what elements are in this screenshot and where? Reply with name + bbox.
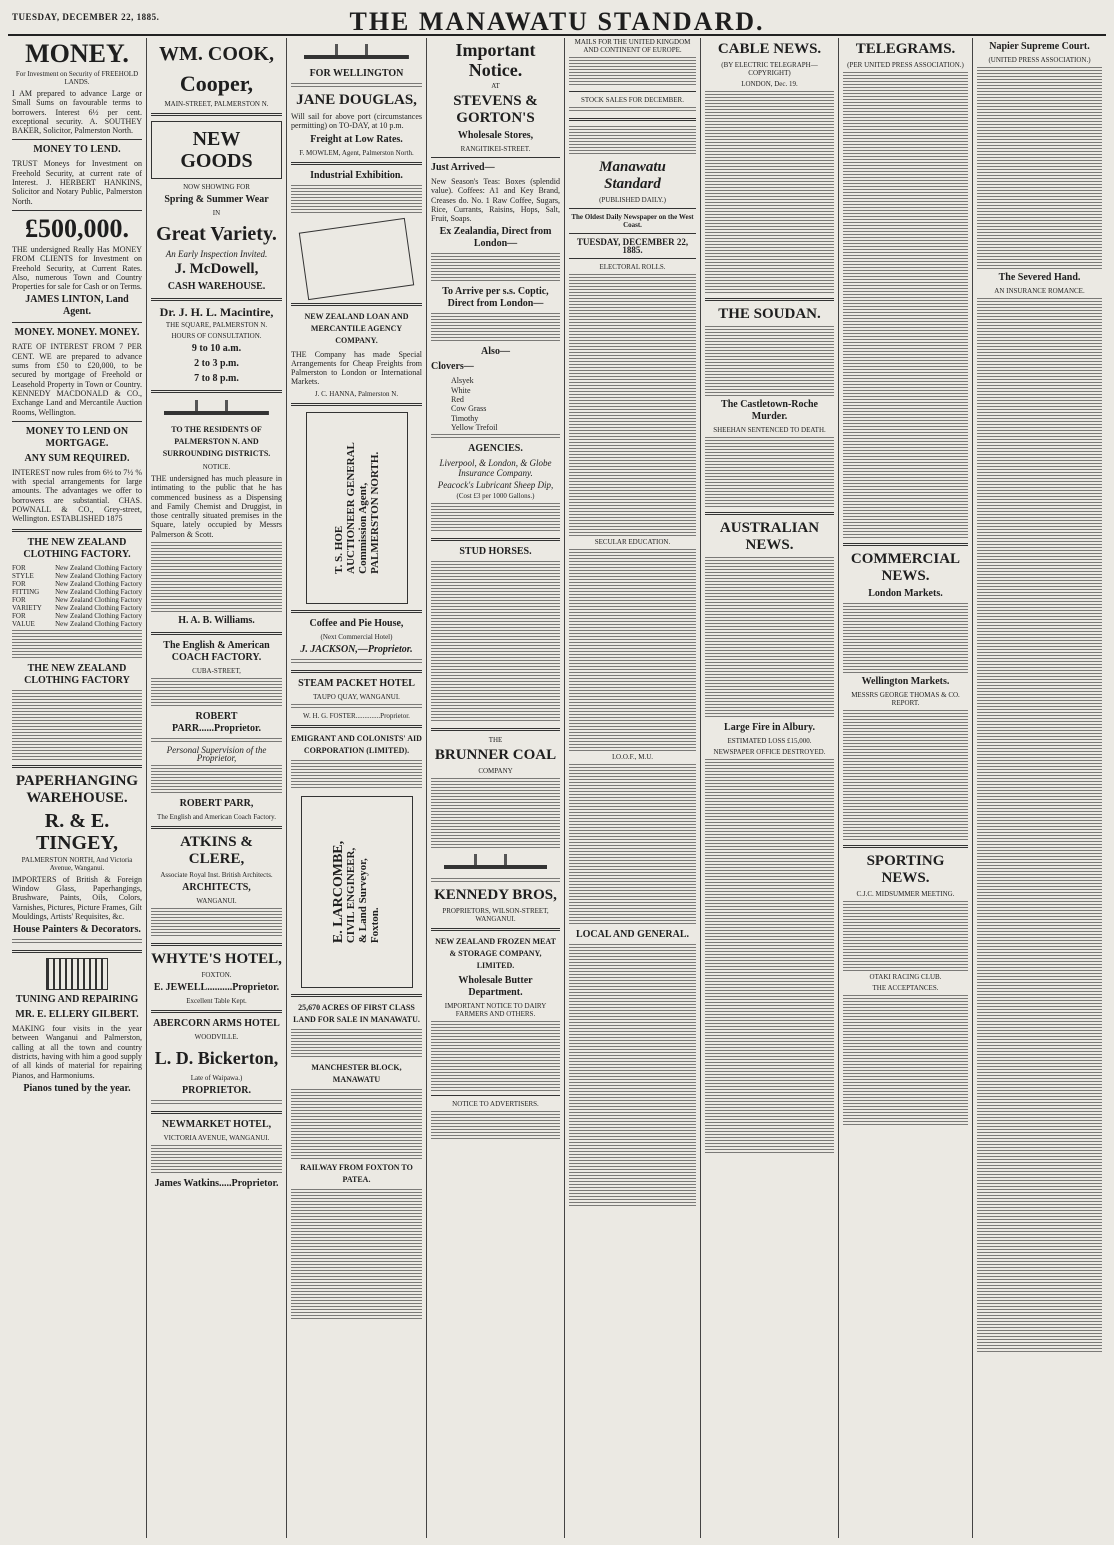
stevens-gorton: STEVENS & GORTON'S xyxy=(453,93,538,126)
taupo-quay: TAUPO QUAY, WANGANUI. xyxy=(313,692,400,701)
zealandia: Ex Zealandia, Direct from London— xyxy=(439,226,552,250)
atkins-sub: Associate Royal Inst. British Architects. xyxy=(160,871,273,880)
commercial-news: COMMERCIAL NEWS. xyxy=(850,551,961,584)
money-to-lend-heading: MONEY TO LEND. xyxy=(33,144,121,156)
tingey-text: IMPORTERS of British & Foreign Window Glass, Paperhangings, Brushware, Paints, Oils, Colors, Varnishes, Pictures, Picture Frames, Gilt Mouldings, Artists' Requisites, &c. xyxy=(12,874,142,921)
spring-heading: Spring & Summer Wear xyxy=(164,194,269,205)
decorators-heading: House Painters & Decorators. xyxy=(13,924,141,936)
pianos-tuned: Pianos tuned by the year. xyxy=(23,1082,131,1094)
coach-street: CUBA-STREET, xyxy=(192,667,241,676)
castletown: The Castletown-Roche Murder. xyxy=(721,399,818,422)
sporting-news: SPORTING NEWS. xyxy=(866,853,945,886)
list-item: FITTING New Zealand Clothing Factory xyxy=(12,587,142,596)
cook-address: MAIN-STREET, PALMERSTON N. xyxy=(164,100,269,108)
otaki-club: OTAKI RACING CLUB. xyxy=(869,973,942,981)
acres-heading: 25,670 ACRES OF FIRST CLASS LAND FOR SALE IN MANAWATU. xyxy=(293,1002,420,1024)
doctor-address: THE SQUARE, PALMERSTON N. xyxy=(165,321,268,329)
advertisers-notice: NOTICE TO ADVERTISERS. xyxy=(452,1100,539,1109)
jewell-proprietor: E. JEWELL..........Proprietor. xyxy=(153,982,280,994)
also-label: Also— xyxy=(481,346,510,358)
tingey-heading: R. & E. TINGEY, xyxy=(35,809,119,854)
brunner-coal: BRUNNER COAL xyxy=(434,747,557,764)
brunner-the: THE xyxy=(488,736,503,745)
newspaper-title: THE MANAWATU STANDARD. xyxy=(349,7,765,36)
issue-date: TUESDAY, DECEMBER 22, 1885. xyxy=(12,12,160,22)
nzloan-heading: NEW ZEALAND LOAN AND MERCANTILE AGENCY COMPANY. xyxy=(304,311,409,345)
list-item: Cow Grass xyxy=(451,404,487,414)
kennedy-sub: PROPRIETORS, WILSON-STREET, WANGANUI. xyxy=(442,907,549,924)
list-item: Timothy xyxy=(451,413,479,423)
railway-heading: RAILWAY FROM FOXTON TO PATEA. xyxy=(300,1162,413,1184)
parr-sub: The English and American Coach Factory. xyxy=(157,813,276,822)
clients-text: THE undersigned Really Has MONEY FROM CLIENTS for Investment on Freehold Security, at Current Rates. Also, numerous Town and Country Properties for sale for Cash or on Terms. xyxy=(12,244,142,292)
stamp-illustration-icon xyxy=(299,217,414,299)
paper-date: TUESDAY, DECEMBER 22, 1885. xyxy=(576,237,689,255)
money-money-heading: MONEY. MONEY. MONEY. xyxy=(14,327,140,339)
column-8 xyxy=(972,38,1106,1538)
agencies: AGENCIES. xyxy=(468,443,523,455)
gilbert-text: MAKING four visits in the year between Wanganui and Palmerston, calling at all the town and country districts, having with him a good supply of all kinds of material for repairing Pianos, and Harmoniums. xyxy=(12,1024,142,1080)
butter-department: Wholesale Butter Department. xyxy=(458,975,533,999)
estimated-loss: ESTIMATED LOSS £15,000. xyxy=(727,737,812,745)
money-to-lend-text: TRUST Moneys for Investment on Freehold Security, at current rate of Interest. J. HERBERT HANKINS, Solicitor and Notary Public, Palmerston North. xyxy=(12,159,142,206)
atkins-heading: ATKINS & CLERE, xyxy=(180,834,253,868)
exhibition-heading: Industrial Exhibition. xyxy=(310,169,403,181)
williams-signature: H. A. B. Williams. xyxy=(178,615,255,627)
electoral-rolls: ELECTORAL ROLLS. xyxy=(599,263,666,271)
money-heading: MONEY. xyxy=(25,39,129,68)
freight-heading: Freight at Low Rates. xyxy=(310,133,403,145)
brunner-company: COMPANY xyxy=(478,767,513,776)
jackson-proprietor: J. JACKSON,—Proprietor. xyxy=(300,643,413,655)
watkins-proprietor: James Watkins.....Proprietor. xyxy=(154,1178,279,1190)
important-notice: Important Notice. xyxy=(455,40,536,80)
severed-hand: The Severed Hand. xyxy=(998,272,1081,283)
notice-text: THE undersigned has much pleasure in intimating to the public that he has commenced business as a Dispensing and Family Chemist and Druggist, in those centrally situated premises in the Square, lately occupied by Messrs Palmerson & Scott. xyxy=(151,474,282,539)
clothing-list xyxy=(12,564,142,628)
any-sum-text: INTEREST now rules from 6½ to 7½ % with special arrangements for large amounts. The advantages we offer to borrowers are substantial. CHAS. POWNALL & CO., Grey-street, Wellington. ESTABLISHED 1875 xyxy=(12,467,142,524)
australian-news: AUSTRALIAN NEWS. xyxy=(719,520,820,553)
ship-illustration-icon xyxy=(164,398,269,420)
telegrams-by: (PER UNITED PRESS ASSOCIATION.) xyxy=(847,61,964,69)
money-text: I AM prepared to advance Large or Small Sums on favourable terms to borrowers. Interest 6½ per cent. exceptional security. A. SOUTHEY BAKER, Solicitor, Palmerston North. xyxy=(12,89,142,136)
abercorn-heading: ABERCORN ARMS HOTEL xyxy=(153,1018,280,1030)
bickerton: L. D. Bickerton, xyxy=(154,1048,279,1069)
hours-3: 7 to 8 p.m. xyxy=(194,373,239,384)
kennedy-bros: KENNEDY BROS, xyxy=(434,887,557,904)
waipawa: Late of Waipawa.) xyxy=(190,1074,243,1083)
list-item: Red xyxy=(451,395,464,405)
secular-education: SECULAR EDUCATION. xyxy=(594,538,671,546)
inspection: An Early Inspection Invited. xyxy=(165,249,268,259)
iof-heading: I.O.O.F., M.U. xyxy=(611,753,654,761)
soudan: THE SOUDAN. xyxy=(718,306,821,322)
steam-packet: STEAM PACKET HOTEL xyxy=(298,677,415,689)
woodville: WOODVILLE. xyxy=(194,1033,239,1042)
wholesale-stores: Wholesale Stores, xyxy=(457,130,534,141)
coffee-heading: Coffee and Pie House, xyxy=(309,617,404,629)
local-general: LOCAL AND GENERAL. xyxy=(575,929,690,940)
list-item: FOR New Zealand Clothing Factory xyxy=(12,579,142,588)
list-item: Yellow Trefoil xyxy=(451,422,498,432)
thomas-report: MESSRS GEORGE THOMAS & CO. REPORT. xyxy=(851,691,960,707)
cook-heading: WM. COOK, xyxy=(159,43,274,65)
coach-heading: The English & American COACH FACTORY. xyxy=(163,640,270,664)
steamship-icon xyxy=(304,42,409,64)
arrived-text: New Season's Teas: Boxes (splendid value). Coffees: A1 and Key Brand, Creases do. No. 1 Raw Coffee, Sugars, Rice, Currants, Raisins, Hops, Salt, Fruit, Soaps. xyxy=(431,177,560,224)
money-subheading: For Investment on Security of FREEHOLD LANDS. xyxy=(15,70,139,86)
column-7 xyxy=(838,38,972,1538)
hours-2: 2 to 3 p.m. xyxy=(194,358,239,369)
hours-heading: HOURS OF CONSULTATION. xyxy=(171,332,262,340)
larcombe-advertisement: E. LARCOMBE, CIVIL ENGINEER, & Land Surveyor, Foxton. xyxy=(301,796,413,988)
notice-label: NOTICE. xyxy=(202,463,231,471)
list-item: Alsyek xyxy=(451,376,474,386)
columns xyxy=(8,38,1106,1538)
whytes-hotel: WHYTE'S HOTEL, xyxy=(151,951,282,968)
wellington-markets: Wellington Markets. xyxy=(861,676,950,687)
oldest-daily: The Oldest Daily Newspaper on the West Coast. xyxy=(571,213,694,229)
clothing-heading: THE NEW ZEALAND CLOTHING FACTORY. xyxy=(23,536,131,560)
masthead xyxy=(8,4,1106,36)
victoria-avenue: VICTORIA AVENUE, WANGANUI. xyxy=(163,1134,270,1143)
wellington-heading: FOR WELLINGTON xyxy=(309,68,404,79)
clovers-label: Clovers— xyxy=(431,361,474,373)
cable-news: CABLE NEWS. xyxy=(717,41,822,57)
list-item: FOR New Zealand Clothing Factory xyxy=(12,563,142,572)
rangitikei-street: RANGITIKEI-STREET. xyxy=(460,145,531,153)
acceptances: THE ACCEPTANCES. xyxy=(872,984,939,992)
commercial-note: (Next Commercial Hotel) xyxy=(320,632,393,641)
cable-by: (BY ELECTRIC TELEGRAPH—COPYRIGHT) xyxy=(721,61,818,77)
list-item: FOR New Zealand Clothing Factory xyxy=(12,611,142,620)
mowlem: F. MOWLEM, Agent, Palmerston North. xyxy=(299,148,414,157)
hours-1: 9 to 10 a.m. xyxy=(191,343,242,354)
mortgage-heading: MONEY TO LEND ON MORTGAGE. xyxy=(25,425,129,449)
coptic: To Arrive per s.s. Coptic, Direct from London— xyxy=(442,286,549,310)
piano-icon xyxy=(46,958,108,990)
stock-sales: STOCK SALES FOR DECEMBER. xyxy=(581,96,684,104)
frozen-meat: NEW ZEALAND FROZEN MEAT & STORAGE COMPANY, LIMITED. xyxy=(435,937,556,971)
any-sum-heading: ANY SUM REQUIRED. xyxy=(24,452,130,464)
jane-douglas: JANE DOUGLAS, xyxy=(296,92,417,108)
proprietor-label: PROPRIETOR. xyxy=(182,1085,251,1097)
great-variety: Great Variety. xyxy=(156,223,277,245)
column-6 xyxy=(700,38,838,1538)
cooper-heading: Cooper, xyxy=(179,71,254,96)
new-goods-heading: NEW GOODS xyxy=(180,128,253,172)
napier-by: (UNITED PRESS ASSOCIATION.) xyxy=(988,56,1091,64)
napier-court: Napier Supreme Court. xyxy=(989,41,1090,52)
cost: (Cost £3 per 1000 Gallons.) xyxy=(456,492,535,501)
list-item: VARIETY New Zealand Clothing Factory xyxy=(12,603,142,612)
mcdowell: J. McDowell, xyxy=(174,261,259,277)
tuning-heading: TUNING AND REPAIRING xyxy=(15,994,139,1006)
supervision: Personal Supervision of the Proprietor, xyxy=(166,745,267,764)
clothing-heading-2: THE NEW ZEALAND CLOTHING FACTORY xyxy=(24,662,130,686)
wanganui: WANGANUI. xyxy=(196,897,237,906)
foxton: FOXTON. xyxy=(201,971,232,980)
tingey-place: PALMERSTON NORTH, And Victoria Avenue, Wanganui. xyxy=(21,855,133,872)
insurance-romance: AN INSURANCE ROMANCE. xyxy=(994,287,1085,295)
list-item: White xyxy=(451,385,471,395)
doctor-heading: Dr. J. H. L. Macintire, xyxy=(159,305,274,319)
column-1 xyxy=(8,38,146,1538)
gilbert-heading: MR. E. ELLERY GILBERT. xyxy=(15,1009,139,1021)
ship-icon xyxy=(444,852,547,874)
standard-masthead: Manawatu Standard xyxy=(599,159,666,192)
in-label: IN xyxy=(212,209,221,217)
london-date: LONDON, Dec. 19. xyxy=(741,80,798,88)
peacock: Peacock's Lubricant Sheep Dip, xyxy=(437,480,554,491)
cjc-meeting: C.J.C. MIDSUMMER MEETING. xyxy=(856,890,955,898)
mails-heading: MAILS FOR THE UNITED KINGDOM AND CONTINENT OF EUROPE. xyxy=(574,38,691,54)
london-markets: London Markets. xyxy=(868,588,943,599)
residents-heading: TO THE RESIDENTS OF PALMERSTON N. AND SURROUNDING DISTRICTS. xyxy=(162,425,271,458)
jane-text: Will sail for above port (circumstances permitting) on TO-DAY, at 10 p.m. xyxy=(291,112,422,131)
clover-list xyxy=(431,376,560,432)
hanna-signature: J. C. HANNA, Palmerston N. xyxy=(314,389,399,398)
column-5 xyxy=(564,38,700,1538)
parr-proprietor: ROBERT PARR......Proprietor. xyxy=(172,711,261,735)
telegrams: TELEGRAMS. xyxy=(855,41,956,57)
stud-horses: STUD HORSES. xyxy=(459,546,532,558)
arrangements-text: THE Company has made Special Arrangements for Cheap Freights from Palmerston to London or International Markets. xyxy=(291,349,422,387)
manchester-block: MANCHESTER BLOCK, MANAWATU xyxy=(311,1062,402,1084)
stabling: Excellent Table Kept. xyxy=(186,997,247,1006)
column-4 xyxy=(426,38,564,1538)
newspaper-destroyed: NEWSPAPER OFFICE DESTROYED. xyxy=(713,748,826,756)
foster-proprietor: W. H. G. FOSTER..............Proprietor. xyxy=(303,711,410,720)
newmarket-heading: NEWMARKET HOTEL, xyxy=(161,1119,272,1131)
showing: NOW SHOWING FOR xyxy=(183,183,250,191)
architects: ARCHITECTS, xyxy=(182,882,251,894)
new-goods-box xyxy=(151,121,282,179)
sheehan: SHEEHAN SENTENCED TO DEATH. xyxy=(713,426,826,434)
amount-heading: £500,000. xyxy=(25,213,129,243)
money-money-text: RATE OF INTEREST FROM 7 PER CENT. WE are prepared to advance sums from £50 to £20,000, to be secured by mortgage of Freehold or Leasehold Property in Town or Country. KENNEDY MACDONALD & CO., Exchange Land and Mercantile Auction Rooms, Wellington. xyxy=(12,342,142,417)
parr-name: ROBERT PARR, xyxy=(179,798,254,810)
list-item: VALUE New Zealand Clothing Factory xyxy=(12,619,142,628)
hoe-advertisement: T. S. HOE AUCTIONEER GENERAL Commission Agent, PALMERSTON NORTH. xyxy=(306,412,408,604)
published-daily: (PUBLISHED DAILY.) xyxy=(599,196,666,204)
farmers-notice: IMPORTANT NOTICE TO DAIRY FARMERS AND OTHERS. xyxy=(444,1002,547,1019)
paperhanging-heading: PAPERHANGING WAREHOUSE. xyxy=(15,772,139,806)
cash-warehouse: CASH WAREHOUSE. xyxy=(167,281,266,292)
at-label: AT xyxy=(491,82,500,90)
liverpool: Liverpool, & London, & Globe Insurance Company. xyxy=(439,458,552,479)
list-item: FOR New Zealand Clothing Factory xyxy=(12,595,142,604)
column-3 xyxy=(286,38,426,1538)
just-arrived: Just Arrived— xyxy=(431,162,495,173)
list-item: STYLE New Zealand Clothing Factory xyxy=(12,571,142,580)
large-fire: Large Fire in Albury. xyxy=(724,722,815,733)
column-2 xyxy=(146,38,286,1538)
emigrant-heading: EMIGRANT AND COLONISTS' AID CORPORATION (LIMITED). xyxy=(291,733,422,755)
linton-signature: JAMES LINTON, Land Agent. xyxy=(25,294,129,318)
